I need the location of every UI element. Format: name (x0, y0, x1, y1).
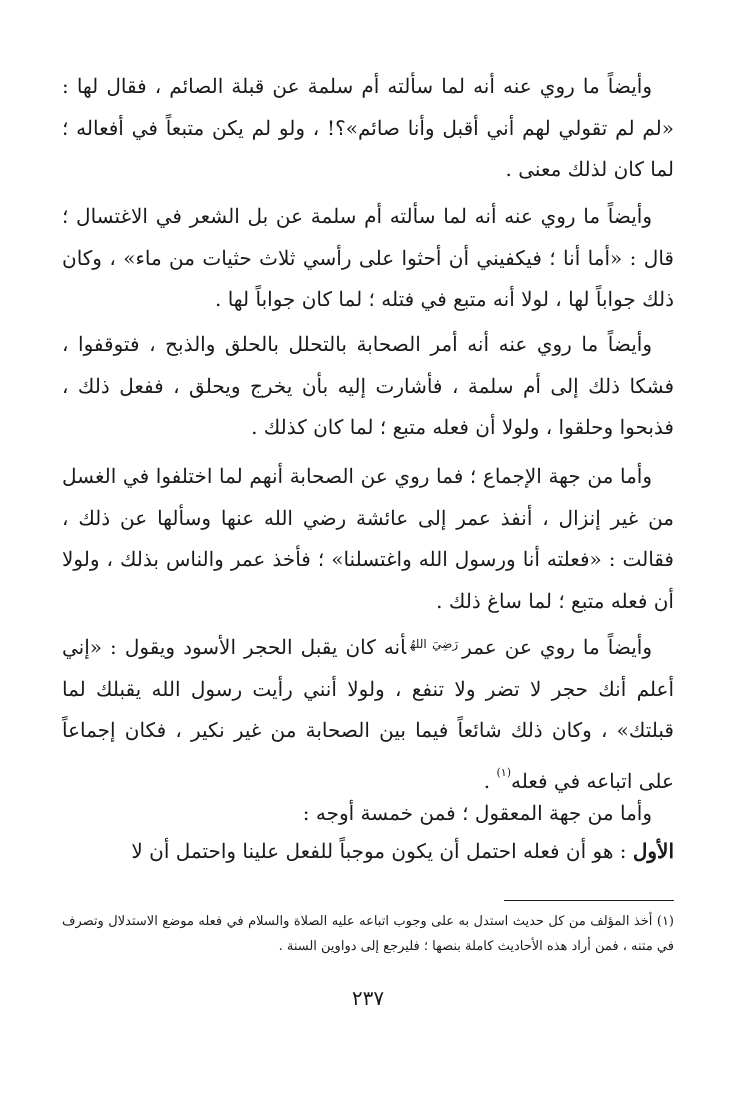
honorific-mark: رَضِيَ اللهُ (410, 637, 459, 651)
footnote: (١) أخذ المؤلف من كل حديث استدل به على وجوب اتباعه عليه الصلاة والسلام في فعله موضع الاستدلال وتصرف في متنه ، فمن أراد هذه الأحاديث كاملة بنصها ؛ فليرجع إلى دواوين السنة . (62, 914, 674, 954)
paragraph-ijma: وأما من جهة الإجماع ؛ فما روي عن الصحابة أنهم لما اختلفوا في الغسل من غير إنزال ، أنفذ عمر إلى عائشة رضي الله عنها وسألها عن ذلك ، فقالت : «فعلته أنا ورسول الله واغتسلنا» ؛ فأخذ عمر والناس بذلك ، ولولا أن فعله متبع ؛ لما ساغ ذلك . (62, 464, 674, 613)
footnote-reference[interactable]: (١) (496, 765, 511, 779)
book-page (62, 56, 674, 1056)
paragraph-black-stone-end: . (483, 768, 497, 793)
paragraph-ghusl-hair: وأيضاً ما روي عنه أنه لما سألته أم سلمة عن بل الشعر في الاغتسال ؛ قال : «أما أنا ؛ فيكفيني أن أحثوا على رأسي ثلاث حثيات من ماء» ، وكان ذلك جواباً لها ، لولا أنه متبع في فتله ؛ لما كان جواباً لها . (62, 204, 674, 311)
paragraph-black-stone (62, 624, 674, 802)
paragraph-black-stone-start: وأيضاً ما روي عن عمر (462, 635, 652, 659)
first-point-text: : هو أن فعله احتمل أن يكون موجباً للفعل علينا واحتمل أن لا (131, 839, 633, 863)
first-point-label: الأول (632, 839, 674, 863)
footnote-divider (504, 900, 674, 901)
paragraph-black-stone-text: أنه كان يقبل الحجر الأسود ويقول : «إني أعلم أنك حجر لا تضر ولا تنفع ، ولولا أنني رأيت رسول الله يقبلك لما قبلتك» ، وكان ذلك شائعاً فيما بين الصحابة من غير نكير ، فكان إجماعاً على اتباعه في فعله (62, 635, 674, 793)
paragraph-tahallul: وأيضاً ما روي عنه أنه أمر الصحابة بالتحلل بالحلق والذبح ، فتوقفوا ، فشكا ذلك إلى أم سلمة ، فأشارت إليه بأن يخرج ويحلق ، ففعل ذلك ، فذبحوا وحلقوا ، ولولا أن فعله متبع ؛ لما كان كذلك . (62, 332, 674, 439)
paragraph-qiblat-al-saim: وأيضاً ما روي عنه أنه لما سألته أم سلمة عن قبلة الصائم ، فقال لها : «لم لم تقولي لهم أني أقبل وأنا صائم»؟! ، ولو لم يكن متبعاً في أفعاله ؛ لما كان لذلك معنى . (62, 74, 674, 181)
paragraph-first-point (62, 831, 674, 873)
paragraph-reason-intro: وأما من جهة المعقول ؛ فمن خمسة أوجه : (302, 801, 652, 825)
page-number: ٢٣٧ (351, 986, 385, 1010)
